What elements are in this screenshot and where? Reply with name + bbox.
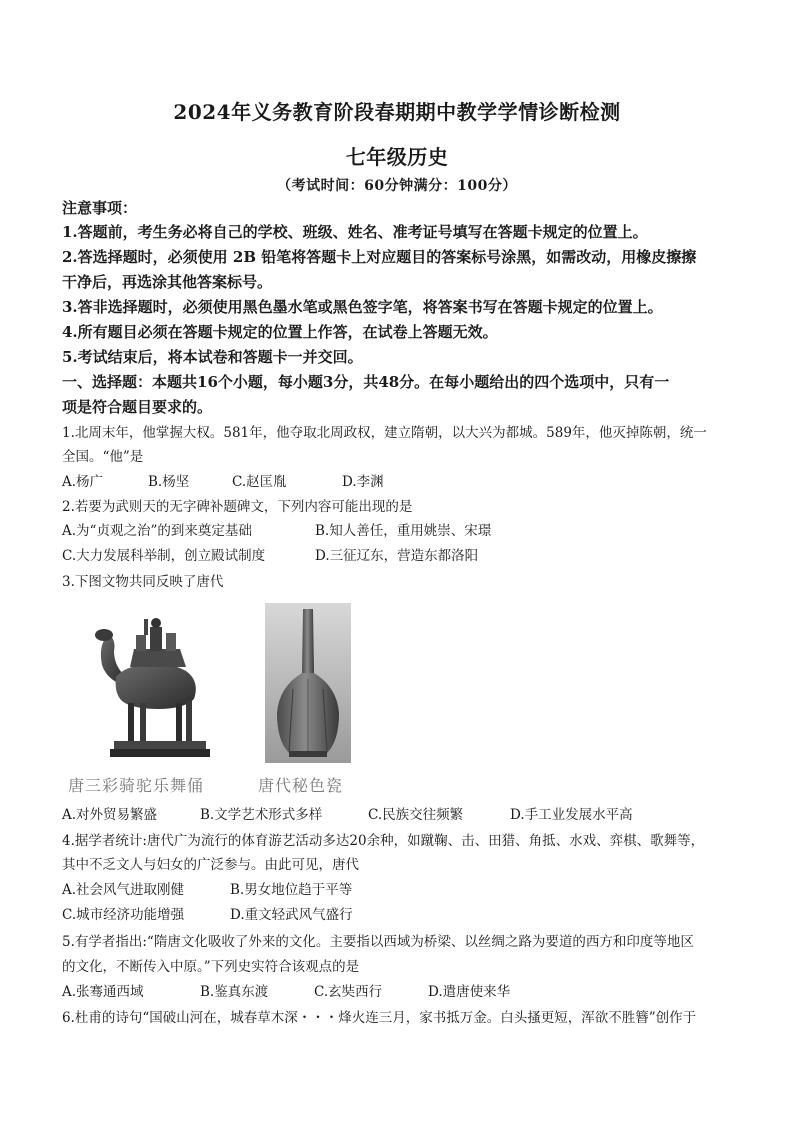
question-2-option-d: D.三征辽东，营造东都洛阳 (315, 548, 479, 564)
question-6-stem: 6.杜甫的诗句“国破山河在，城春草木深・・・烽火连三月，家书抵万金。白头搔更短，浑欲不胜簪”创作于 (62, 1010, 697, 1026)
question-1-option-b: B.杨坚 (148, 474, 190, 490)
caption-camel-figurine: 唐三彩骑驼乐舞俑 (68, 776, 205, 795)
question-3-option-b: B.文学艺术形式多样 (200, 807, 323, 823)
subject-title: 七年级历史 (345, 145, 449, 169)
question-4-stem: 4.据学者统计:唐代广为流行的体育游艺活动多达20余种，如蹴鞠、击、田猎、角抵、水戏、弈棋、歌舞等， (62, 833, 705, 849)
question-5-option-b: B.鉴真东渡 (200, 984, 269, 1000)
question-3-stem: 3.下图文物共同反映了唐代 (62, 574, 224, 590)
question-4-option-c: C.城市经济功能增强 (62, 907, 185, 923)
question-1-option-a: A.杨广 (62, 474, 104, 490)
question-1-stem: 1.北周末年，他掌握大权。581年，他夺取北周政权，建立隋朝，以大兴为都城。589年，他灭掉陈朝，统一 (62, 425, 707, 441)
question-1-stem-cont: 全国。“他”是 (62, 449, 144, 465)
section-heading-cont: 项是符合题目要求的。 (62, 398, 213, 416)
notice-item: 2.答选择题时，必须使用 2B 铅笔将答题卡上对应题目的答案标号涂黑，如需改动，用橡皮擦擦 (62, 248, 697, 266)
question-4-option-b: B.男女地位趋于平等 (230, 882, 353, 898)
question-5-option-d: D.遣唐使来华 (428, 984, 511, 1000)
notice-item: 1.答题前，考生务必将自己的学校、班级、姓名、准考证号填写在答题卡规定的位置上。 (62, 223, 648, 241)
camel-figurine-image (88, 605, 216, 765)
celadon-vase-image (265, 603, 351, 763)
notice-item: 4.所有题目必须在答题卡规定的位置上作答，在试卷上答题无效。 (62, 323, 498, 341)
exam-info: （考试时间：60分钟满分：100分） (277, 178, 517, 194)
notice-item: 3.答非选择题时，必须使用黑色墨水笔或黑色签字笔，将答案书写在答题卡规定的位置上。 (62, 298, 663, 316)
question-5-option-a: A.张骞通西域 (62, 984, 144, 1000)
notice-heading: 注意事项： (62, 199, 138, 217)
question-2-stem: 2.若要为武则天的无字碑补题碑文，下列内容可能出现的是 (62, 499, 413, 515)
question-3-option-a: A.对外贸易繁盛 (62, 807, 158, 823)
exam-title: 2024年义务教育阶段春期期中教学学情诊断检测 (173, 100, 621, 124)
question-2-option-c: C.大力发展科举制，创立殿试制度 (62, 548, 266, 564)
question-3-option-d: D.手工业发展水平高 (510, 807, 633, 823)
notice-item: 5.考试结束后，将本试卷和答题卡一并交回。 (62, 348, 363, 366)
question-1-option-c: C.赵匡胤 (232, 474, 287, 490)
question-4-option-a: A.社会风气进取刚健 (62, 882, 185, 898)
question-5-option-c: C.玄奘西行 (314, 984, 383, 1000)
question-1-option-d: D.李渊 (342, 474, 384, 490)
question-4-option-d: D.重文轻武风气盛行 (230, 907, 353, 923)
question-4-stem-cont: 其中不乏文人与妇女的广泛参与。由此可见，唐代 (62, 857, 359, 873)
question-5-stem-cont: 的文化，不断传入中原。”下列史实符合该观点的是 (62, 959, 360, 975)
question-3-option-c: C.民族交往频繁 (368, 807, 464, 823)
section-heading: 一、选择题：本题共16个小题，每小题3分，共48分。在每小题给出的四个选项中，只有一 (62, 373, 670, 391)
question-2-option-a: A.为“贞观之治”的到来奠定基础 (62, 523, 252, 539)
caption-celadon-vase: 唐代秘色瓷 (258, 776, 344, 795)
question-2-option-b: B.知人善任，重用姚崇、宋璟 (315, 523, 492, 539)
notice-item: 干净后，再选涂其他答案标号。 (62, 273, 273, 291)
question-5-stem: 5.有学者指出:“隋唐文化吸收了外来的文化。主要指以西域为桥梁、以丝绸之路为要道的西方和印度等地区 (62, 934, 694, 950)
